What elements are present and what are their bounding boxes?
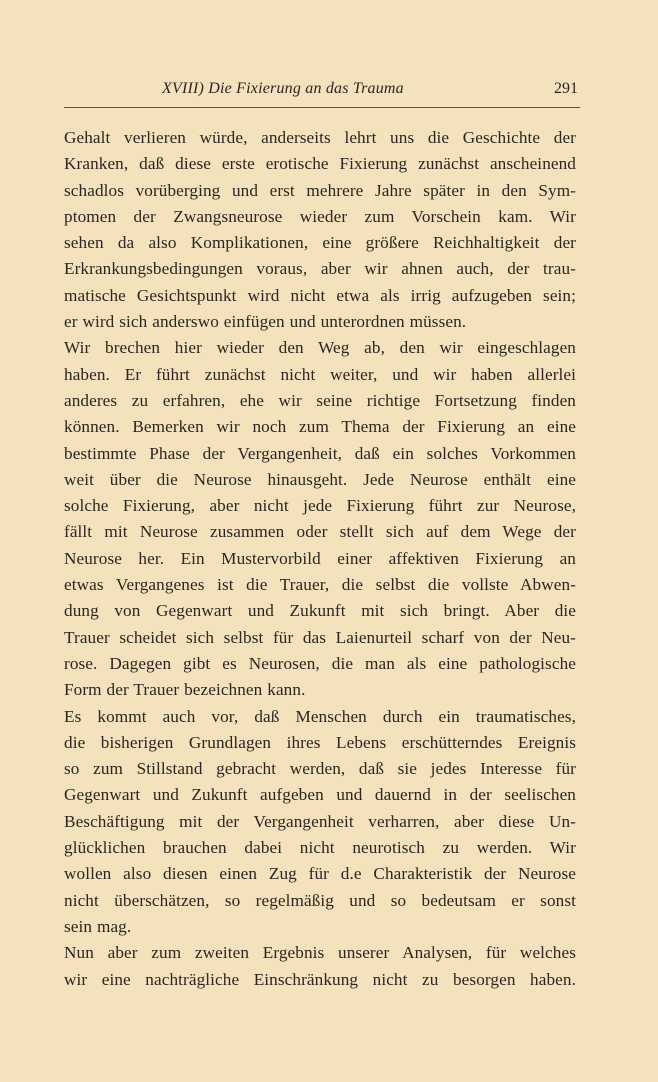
text-line: ptomen der Zwangsneurose wieder zum Vorschein kam. Wir [64,206,576,226]
running-header [64,77,580,103]
text-line: können. Bemerken wir noch zum Thema der Fixierung an eine [64,417,576,437]
text-line: matische Gesichtspunkt wird nicht etwa als irrig aufzugeben sein; [64,285,576,305]
text-line: Gegenwart und Zukunft aufgeben und dauernd in der seelischen [64,785,576,805]
text-line: so zum Stillstand gebracht werden, daß sie jedes Interesse für [64,759,576,779]
page-number: 291 [554,80,578,97]
text-line: die bisherigen Grundlagen ihres Lebens erschütterndes Ereignis [64,732,576,752]
text-line: Erkrankungsbedingungen voraus, aber wir ahnen auch, der trau- [64,259,576,279]
text-line: rose. Dagegen gibt es Neurosen, die man als eine pathologische [64,653,576,673]
text-line: etwas Vergangenes ist die Trauer, die selbst die vollste Abwen- [64,575,576,595]
body-text [64,125,576,993]
text-line: schadlos vorüberging und erst mehrere Jahre später in den Sym- [64,180,576,200]
text-line: haben. Er führt zunächst nicht weiter, und wir haben allerlei [64,364,576,384]
text-line: Wir brechen hier wieder den Weg ab, den wir eingeschlagen [64,338,576,358]
text-line: Form der Trauer bezeichnen kann. [64,680,306,700]
text-line: nicht überschätzen, so regelmäßig und so bedeutsam er sonst [64,890,576,910]
text-line: Trauer scheidet sich selbst für das Laienurteil scharf von der Neu- [64,627,576,647]
chapter-title: XVIII) Die Fixierung an das Trauma [162,80,404,97]
text-line: sehen da also Komplikationen, eine größere Reichhaltigkeit der [64,233,576,253]
text-line: anderes zu erfahren, ehe wir seine richtige Fortsetzung finden [64,390,576,410]
text-line: fällt mit Neurose zusammen oder stellt sich auf dem Wege der [64,522,576,542]
text-line: wollen also diesen einen Zug für d.e Charakteristik der Neurose [64,864,576,884]
text-line: Gehalt verlieren würde, anderseits lehrt uns die Geschichte der [64,128,576,147]
text-line: weit über die Neurose hinausgeht. Jede Neurose enthält eine [64,469,576,489]
text-line: solche Fixierung, aber nicht jede Fixierung führt zur Neurose, [64,496,576,516]
text-line: er wird sich anderswo einfügen und unterordnen müssen. [64,312,467,332]
text-line: sein mag. [64,916,132,936]
text-line: Es kommt auch vor, daß Menschen durch ein traumatisches, [64,706,576,726]
text-line: Kranken, daß diese erste erotische Fixierung zunächst anscheinend [64,154,576,174]
text-line: wir eine nachträgliche Einschränkung nicht zu besorgen haben. [64,969,576,989]
text-line: dung von Gegenwart und Zukunft mit sich bringt. Aber die [64,601,576,621]
text-line: Neurose her. Ein Mustervorbild einer affektiven Fixierung an [64,548,576,568]
text-line: glücklichen brauchen dabei nicht neurotisch zu werden. Wir [64,838,576,858]
text-line: Beschäftigung mit der Vergangenheit verharren, aber diese Un- [64,811,576,831]
header-rule [64,107,580,108]
text-line: bestimmte Phase der Vergangenheit, daß ein solches Vorkommen [64,443,576,463]
text-line: Nun aber zum zweiten Ergebnis unserer Analysen, für welches [64,943,576,963]
